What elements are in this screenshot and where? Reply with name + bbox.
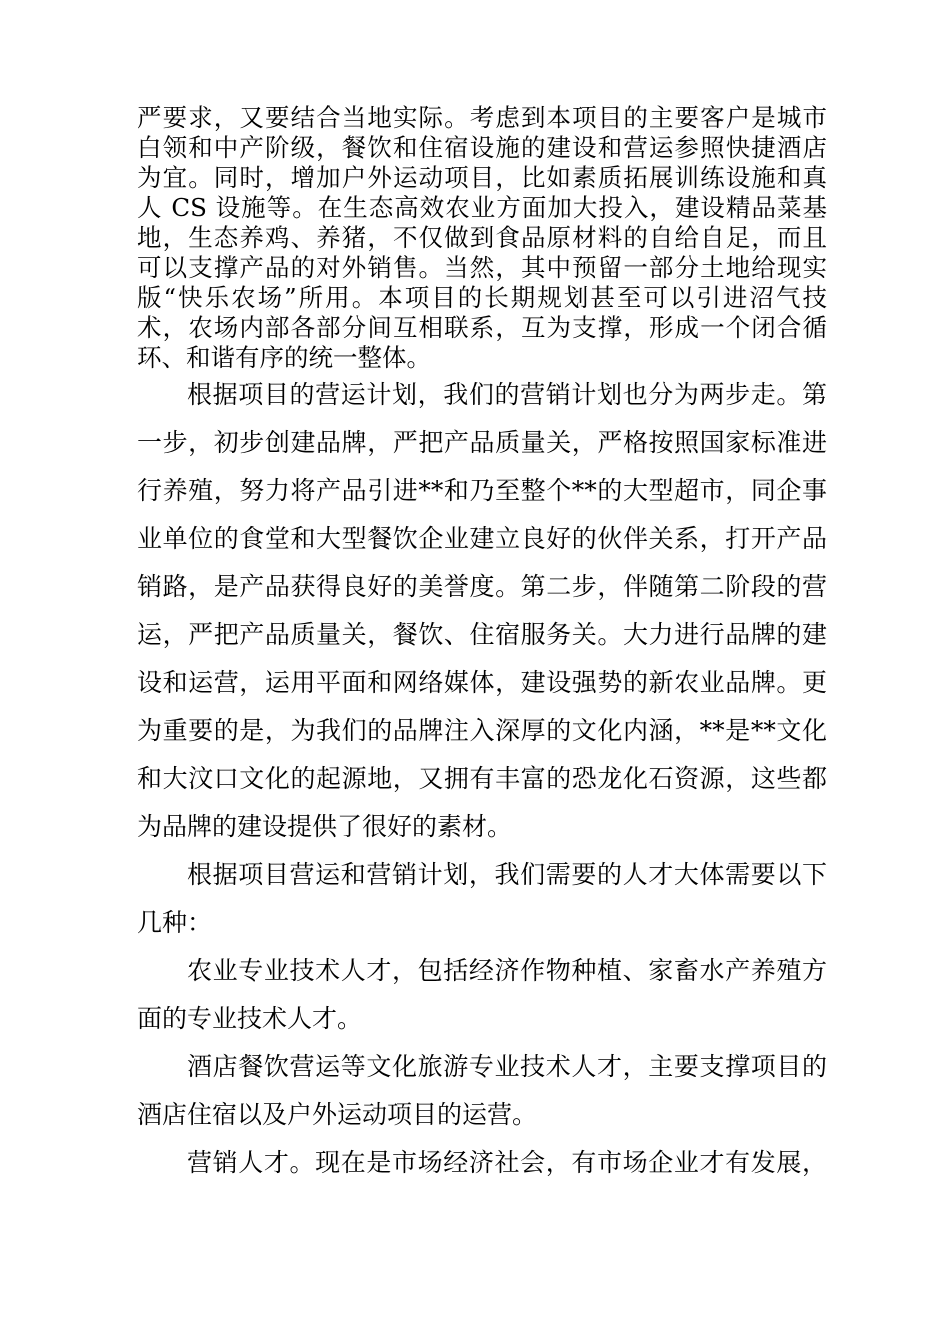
paragraph-line: 为宜。同时，增加户外运动项目，比如素质拓展训练设施和真 <box>137 163 827 192</box>
paragraph-line: 面的专业技术人才。 <box>137 1004 363 1033</box>
paragraph-line: 为重要的是，为我们的品牌注入深厚的文化内涵，**是**文化 <box>137 716 827 745</box>
paragraph-line: 酒店住宿以及户外运动项目的运营。 <box>137 1100 538 1129</box>
paragraph-line: 环、和谐有序的统一整体。 <box>137 343 431 372</box>
paragraph-line: 人 CS 设施等。在生态高效农业方面加大投入，建设精品菜基 <box>137 193 827 222</box>
paragraph-line: 业单位的食堂和大型餐饮企业建立良好的伙伴关系，打开产品 <box>137 524 827 553</box>
paragraph-line: 和大汶口文化的起源地，又拥有丰富的恐龙化石资源，这些都 <box>137 764 827 793</box>
paragraph-line: 版“快乐农场”所用。本项目的长期规划甚至可以引进沼气技 <box>137 283 827 312</box>
paragraph-line: 酒店餐饮营运等文化旅游专业技术人才，主要支撑项目的 <box>187 1052 827 1081</box>
paragraph-line: 可以支撑产品的对外销售。当然，其中预留一部分土地给现实 <box>137 253 827 282</box>
paragraph-line: 一步，初步创建品牌，严把产品质量关，严格按照国家标准进 <box>137 428 827 457</box>
paragraph-line: 销路，是产品获得良好的美誉度。第二步，伴随第二阶段的营 <box>137 572 827 601</box>
paragraph-line: 运，严把产品质量关，餐饮、住宿服务关。大力进行品牌的建 <box>137 620 827 649</box>
paragraph-line: 营销人才。现在是市场经济社会，有市场企业才有发展， <box>187 1148 827 1177</box>
paragraph-line: 农业专业技术人才，包括经济作物种植、家畜水产养殖方 <box>187 956 827 985</box>
paragraph-line: 根据项目营运和营销计划，我们需要的人才大体需要以下 <box>187 860 827 889</box>
paragraph-line: 为品牌的建设提供了很好的素材。 <box>137 812 513 841</box>
paragraph-line: 行养殖，努力将产品引进**和乃至整个**的大型超市，同企事 <box>137 476 827 505</box>
paragraph-line: 几种： <box>137 908 213 937</box>
paragraph-line: 术，农场内部各部分间互相联系，互为支撑，形成一个闭合循 <box>137 313 827 342</box>
paragraph-line: 设和运营，运用平面和网络媒体，建设强势的新农业品牌。更 <box>137 668 827 697</box>
paragraph-line: 白领和中产阶级，餐饮和住宿设施的建设和营运参照快捷酒店 <box>137 133 827 162</box>
paragraph-line: 地，生态养鸡、养猪，不仅做到食品原材料的自给自足，而且 <box>137 223 827 252</box>
paragraph-line: 严要求，又要结合当地实际。考虑到本项目的主要客户是城市 <box>137 103 827 132</box>
paragraph-line: 根据项目的营运计划，我们的营销计划也分为两步走。第 <box>187 380 827 409</box>
